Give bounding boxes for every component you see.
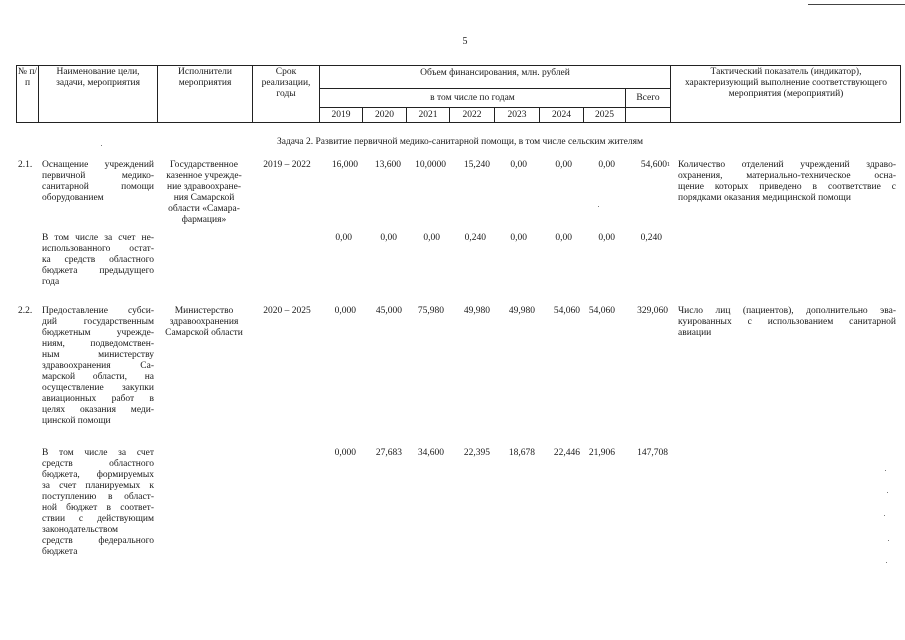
value-2025: 0,00 xyxy=(598,233,615,243)
value-2020: 0,00 xyxy=(380,233,397,243)
row-executor: Государственное казенное учрежде- ние здравоохране- ния Самарской области «Самара- фармация» xyxy=(166,160,242,225)
value-2023: 49,980 xyxy=(508,306,535,316)
value-2019: 0,000 xyxy=(334,306,356,316)
value-2020: 45,000 xyxy=(375,306,402,316)
value-total: 329,060 xyxy=(637,306,668,316)
corner-rule xyxy=(808,4,905,5)
header-term: Срок реализации, годы xyxy=(261,67,311,99)
value-2024: 54,060 xyxy=(553,306,580,316)
value-2021: 75,980 xyxy=(417,306,444,316)
row-name: Предоставление субси- дий государственным бюджетным учрежде- ниям, подведомствен- ным министерству здравоохранения Са- марской области, на осуществление закупки авиационных работ в целях оказания меди- цинской помощи xyxy=(42,306,154,426)
year-2020: 2020 xyxy=(375,110,394,120)
value-2019: 0,00 xyxy=(335,233,352,243)
value-2023: 0,00 xyxy=(510,160,527,170)
page-number: 5 xyxy=(462,36,468,47)
row-name: В том числе за счет не- использованного остат- ка средств областного бюджета предыдущего года xyxy=(42,233,154,287)
row-indicator: Количество отделений учреждений здраво- охранения, материально-техническое осна- щение которых приведено в соответствие с порядками оказания медицинской помощи xyxy=(678,160,896,203)
row-number: 2.1. xyxy=(18,160,33,170)
value-2021: 0,00 xyxy=(423,233,440,243)
value-2020: 27,683 xyxy=(375,448,402,458)
value-2024: 0,00 xyxy=(555,160,572,170)
value-2021: 34,600 xyxy=(417,448,444,458)
value-2019: 0,000 xyxy=(334,448,356,458)
value-2024: 22,446 xyxy=(553,448,580,458)
value-2019: 16,000 xyxy=(331,160,358,170)
header-indicator: Тактический показатель (индикатор), характеризующий выполнение соответствующего мероприятия (мероприятий) xyxy=(684,67,888,99)
row-term: 2019 – 2022 xyxy=(263,160,311,170)
row-name: В том числе за счет средств областного бюджета, формируемых за счет планируемых к поступлению в област- ной бюджет в соответ- ствии с действующим законодательством средств федерального бюджета xyxy=(42,448,154,557)
value-2023: 18,678 xyxy=(508,448,535,458)
row-name: Оснащение учреждений первичной медико- санитарной помощи оборудованием xyxy=(42,160,154,203)
year-2021: 2021 xyxy=(418,110,438,120)
row-number: 2.2. xyxy=(18,306,33,316)
value-2022: 15,240 xyxy=(463,160,490,170)
value-total: 0,240 xyxy=(640,233,662,243)
header-total: Всего xyxy=(636,93,660,103)
value-2022: 22,395 xyxy=(463,448,490,458)
header-num: № п/п xyxy=(17,67,38,88)
value-2021: 10,0000 xyxy=(415,160,446,170)
value-2024: 0,00 xyxy=(555,233,572,243)
row-term: 2020 – 2025 xyxy=(263,306,311,316)
year-2023: 2023 xyxy=(507,110,527,120)
row-executor: Министерство здравоохранения Самарской области xyxy=(165,306,243,338)
header-executors: Исполнители мероприятия xyxy=(178,67,232,88)
year-2019: 2019 xyxy=(331,110,351,120)
header-name: Наименование цели, задачи, мероприятия xyxy=(56,67,140,88)
value-2022: 0,240 xyxy=(464,233,486,243)
year-2025: 2025 xyxy=(595,110,614,120)
year-2022: 2022 xyxy=(462,110,482,120)
value-total: 147,708 xyxy=(637,448,668,458)
value-2025: 21,906 xyxy=(588,448,615,458)
header-by-years: в том числе по годам xyxy=(430,93,515,103)
value-total: 54,600$^1$ xyxy=(640,160,670,170)
section-title: Задача 2. Развитие первичной медико-санитарной помощи, в том числе сельским жителям xyxy=(276,137,644,147)
value-2020: 13,600 xyxy=(374,160,401,170)
year-2024: 2024 xyxy=(552,110,571,120)
value-2023: 0,00 xyxy=(510,233,527,243)
value-2022: 49,980 xyxy=(463,306,490,316)
header-funding: Объем финансирования, млн. рублей xyxy=(420,68,570,78)
value-2025: 0,00 xyxy=(598,160,615,170)
value-2025: 54,060 xyxy=(588,306,615,316)
row-indicator: Число лиц (пациентов), дополнительно эва- куированных с использованием санитарной авиации xyxy=(678,306,896,338)
